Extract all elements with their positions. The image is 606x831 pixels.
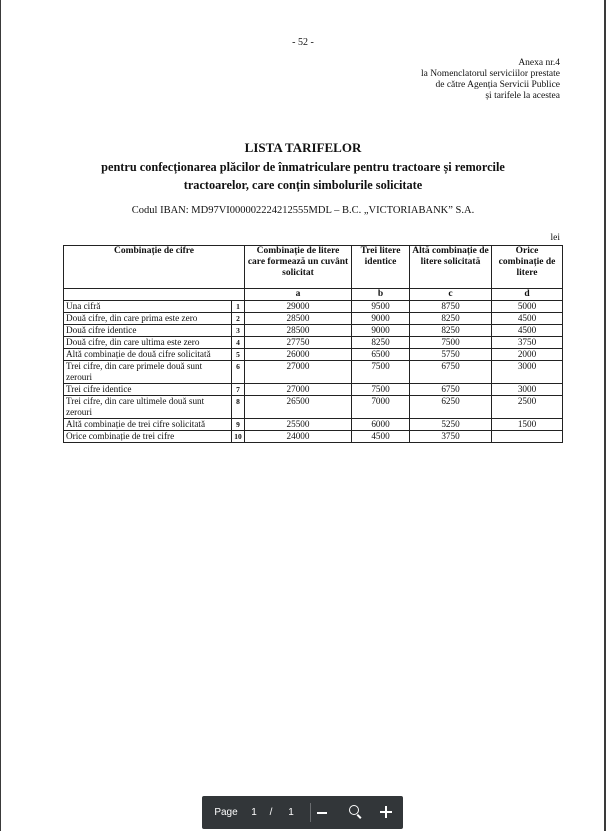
cell-b: 6500 [352, 349, 410, 361]
row-number: 5 [232, 349, 245, 361]
row-number: 2 [232, 313, 245, 325]
cell-b: 7000 [352, 396, 410, 419]
table-row [64, 396, 563, 419]
cell-d: 1500 [492, 419, 563, 431]
fit-to-page-icon[interactable] [378, 804, 394, 820]
subtitle-line: tractoarelor, care conțin simbolurile solicitate [183, 178, 423, 192]
cell-c: 6750 [410, 384, 492, 396]
page-separator: / [269, 807, 273, 818]
table-row [64, 349, 563, 361]
cell-d: 5000 [492, 301, 563, 313]
cell-d [492, 431, 563, 443]
cell-c: 8250 [410, 313, 492, 325]
cell-c: 3750 [410, 431, 492, 443]
table-row [64, 419, 563, 431]
cell-d: 3000 [492, 384, 563, 396]
cell-c: 7500 [410, 337, 492, 349]
table-row [64, 361, 563, 384]
cell-b: 7500 [352, 361, 410, 384]
cell-c: 8250 [410, 325, 492, 337]
page-number: - 52 - [292, 37, 314, 48]
cell-c: 5750 [410, 349, 492, 361]
cell-a: 27000 [245, 361, 352, 384]
pdf-viewer-toolbar [202, 796, 403, 829]
header-combination: Combinație de cifre [64, 246, 245, 289]
row-number: 7 [232, 384, 245, 396]
row-number: 3 [232, 325, 245, 337]
cell-a: 26500 [245, 396, 352, 419]
cell-b: 9500 [352, 301, 410, 313]
letter-cell-empty [64, 289, 245, 301]
table-body [64, 301, 563, 443]
cell-d: 2000 [492, 349, 563, 361]
row-label: Trei cifre identice [64, 384, 232, 396]
header-col-b: Trei litere identice [352, 246, 410, 289]
annex-header [421, 58, 560, 102]
letter-b: b [352, 289, 410, 301]
row-label: Trei cifre, din care primele două sunt zerouri [64, 361, 232, 384]
cell-b: 8250 [352, 337, 410, 349]
table-row [64, 384, 563, 396]
row-label: Două cifre, din care ultima este zero [64, 337, 232, 349]
table-row [64, 337, 563, 349]
row-label: Trei cifre, din care ultimele două sunt zerouri [64, 396, 232, 419]
column-letters-row [64, 289, 563, 301]
cell-d: 3750 [492, 337, 563, 349]
cell-d: 2500 [492, 396, 563, 419]
row-number: 9 [232, 419, 245, 431]
annex-line: de către Agenția Servicii Publice [435, 80, 560, 90]
letter-a: a [245, 289, 352, 301]
header-col-a: Combinație de litere care formează un cuvânt solicitat [245, 246, 352, 289]
cell-a: 27750 [245, 337, 352, 349]
row-number: 8 [232, 396, 245, 419]
current-page-input[interactable]: 1 [251, 807, 257, 818]
row-number: 6 [232, 361, 245, 384]
row-label: Orice combinație de trei cifre [64, 431, 232, 443]
row-label: Una cifră [64, 301, 232, 313]
table-row [64, 313, 563, 325]
page-label: Page [214, 807, 238, 818]
zoom-out-icon[interactable] [317, 812, 327, 814]
annex-line: și tarifele la acestea [485, 91, 560, 101]
total-pages: 1 [288, 807, 294, 818]
row-label: Altă combinație de trei cifre solicitată [64, 419, 232, 431]
table-row [64, 301, 563, 313]
row-number: 10 [232, 431, 245, 443]
cell-a: 27000 [245, 384, 352, 396]
annex-line: Anexa nr.4 [518, 58, 560, 68]
cell-a: 26000 [245, 349, 352, 361]
cell-c: 6750 [410, 361, 492, 384]
header-col-c: Altă combinație de litere solicitată [410, 246, 492, 289]
page-border-left [0, 0, 1, 831]
letter-d: d [492, 289, 563, 301]
row-label: Altă combinație de două cifre solicitată [64, 349, 232, 361]
currency-unit: lei [550, 233, 560, 243]
document-title: LISTA TARIFELOR [244, 140, 362, 155]
cell-a: 28500 [245, 313, 352, 325]
cell-a: 28500 [245, 325, 352, 337]
header-col-d: Orice combinație de litere [492, 246, 563, 289]
tariff-table [63, 245, 563, 443]
table-header-row [64, 246, 563, 289]
cell-b: 7500 [352, 384, 410, 396]
cell-a: 24000 [245, 431, 352, 443]
cell-b: 6000 [352, 419, 410, 431]
cell-d: 4500 [492, 325, 563, 337]
zoom-in-icon[interactable] [349, 805, 363, 819]
toolbar-divider [310, 803, 311, 822]
annex-line: la Nomenclatorul serviciilor prestate [420, 69, 560, 79]
table-row [64, 431, 563, 443]
subtitle-line: pentru confecționarea plăcilor de înmatriculare pentru tractoare și remorcile [101, 160, 505, 174]
cell-b: 4500 [352, 431, 410, 443]
cell-c: 8750 [410, 301, 492, 313]
table-row [64, 325, 563, 337]
cell-b: 9000 [352, 313, 410, 325]
row-label: Două cifre identice [64, 325, 232, 337]
cell-d: 4500 [492, 313, 563, 325]
cell-b: 9000 [352, 325, 410, 337]
row-number: 1 [232, 301, 245, 313]
cell-a: 25500 [245, 419, 352, 431]
row-number: 4 [232, 337, 245, 349]
document-subtitle [60, 158, 546, 194]
row-label: Două cifre, din care prima este zero [64, 313, 232, 325]
cell-d: 3000 [492, 361, 563, 384]
letter-c: c [410, 289, 492, 301]
cell-a: 29000 [245, 301, 352, 313]
cell-c: 5250 [410, 419, 492, 431]
iban-code: Codul IBAN: MD97VI000002224212555MDL – B.C. „VICTORIABANK” S.A. [131, 205, 475, 216]
cell-c: 6250 [410, 396, 492, 419]
